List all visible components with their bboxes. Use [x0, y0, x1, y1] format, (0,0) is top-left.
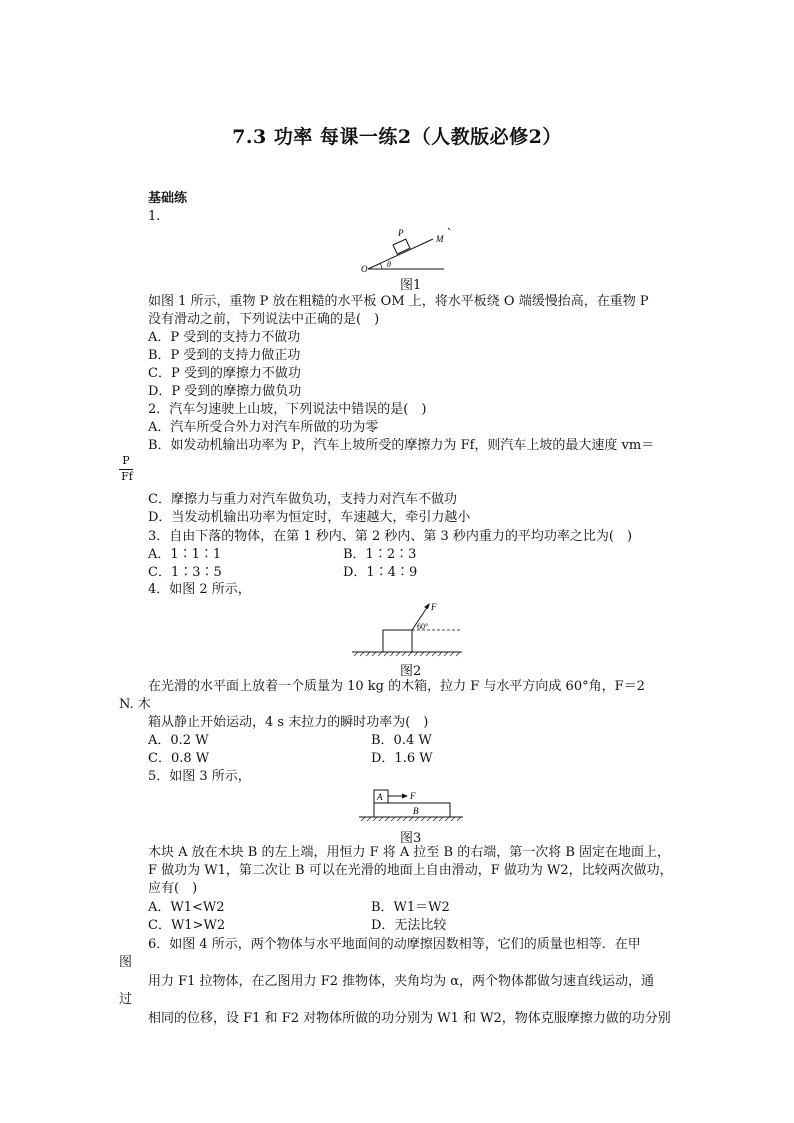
figure-1-caption: 图1	[400, 278, 422, 293]
q4-text-line-1: 在光滑的水平面上放着一个质量为 10 kg 的木箱，拉力 F 与水平方向成 60°角，F＝2	[148, 679, 645, 694]
fig1-angle-arc	[380, 263, 382, 269]
q2-stem: 2．汽车匀速驶上山坡，下列说法中错误的是( )	[148, 402, 427, 417]
figure-2-caption: 图2	[400, 664, 422, 679]
q5-text-line-2: F 做功为 W1，第二次让 B 可以在光滑的地面上自由滑动，F 做功为 W2，比较两次做功，	[148, 863, 673, 878]
q1-option-c: C．P 受到的摩擦力不做功	[148, 366, 301, 381]
q5-text-line-1: 木块 A 放在木块 B 的左上端，用恒力 F 将 A 拉至 B 的右端，第一次将 B 固定在地面上，	[148, 845, 671, 860]
fig3-force-arrowhead	[402, 794, 408, 799]
q6-text-line-3: 相同的位移，设 F1 和 F2 对物体所做的功分别为 W1 和 W2，物体克服摩擦力做的功分别	[148, 1011, 671, 1026]
q2-option-c: C．摩擦力与重力对汽车做负功，支持力对汽车不做功	[148, 492, 457, 507]
q4-text-line-2: 箱从静止开始运动，4 s 末拉力的瞬时功率为( )	[148, 715, 429, 730]
q2-fraction-denominator: Ff	[121, 470, 133, 483]
q4-option-d: D．1.6 W	[371, 751, 433, 766]
fig3-label-b: B	[413, 806, 419, 816]
fig3-block-b	[374, 803, 450, 817]
q4-option-a: A．0.2 W	[148, 733, 209, 748]
figure-2-box-pulled	[350, 598, 465, 660]
q5-stem: 5．如图 3 所示，	[148, 769, 251, 784]
fig1-label-m: M	[436, 234, 444, 244]
q1-stem-line-1: 如图 1 所示，重物 P 放在粗糙的水平板 OM 上，将水平板绕 O 端缓慢抬高，在重物 P	[148, 294, 649, 309]
fig1-label-p: P	[398, 228, 404, 238]
document-title: 7.3 功率 每课一练2（人教版必修2）	[232, 126, 562, 148]
figure-3-blocks	[357, 786, 465, 828]
q2-option-a: A．汽车所受合外力对汽车所做的功为零	[148, 420, 379, 435]
q3-stem: 3．自由下落的物体，在第 1 秒内、第 2 秒内、第 3 秒内重力的平均功率之比为( )	[148, 529, 633, 544]
q4-text-line-1-wrap: N. 木	[119, 697, 151, 712]
q4-option-b: B．0.4 W	[371, 733, 432, 748]
fig3-ground-hatching	[361, 817, 461, 821]
q6-text-line-2: 用力 F1 拉物体，在乙图用力 F2 推物体，夹角均为 α，两个物体都做匀速直线运动，通	[148, 974, 655, 989]
q1-option-a: A．P 受到的支持力不做功	[148, 330, 301, 345]
q1-option-b: B．P 受到的支持力做正功	[148, 348, 301, 363]
q3-option-d: D．1∶4∶9	[343, 565, 418, 580]
q1-option-d: D．P 受到的摩擦力做负功	[148, 384, 302, 399]
fig2-box	[383, 630, 412, 652]
q1-stem-line-2: 没有滑动之前，下列说法中正确的是( )	[148, 312, 380, 327]
q3-option-c: C．1∶3∶5	[148, 565, 222, 580]
fig2-force-arrowhead	[424, 603, 430, 609]
fig2-label-f: F	[431, 602, 437, 612]
q1-number: 1.	[148, 209, 161, 224]
q5-option-a: A．W1<W2	[148, 900, 225, 915]
q3-option-a: A．1∶1∶1	[148, 547, 222, 562]
section-heading: 基础练	[148, 191, 188, 206]
fig1-block	[393, 239, 410, 254]
fig1-label-o: O	[361, 264, 368, 274]
fig3-label-a: A	[377, 792, 383, 802]
q4-option-c: C．0.8 W	[148, 751, 210, 766]
figure-1-incline	[360, 222, 450, 274]
q2-option-d: D．当发动机输出功率为恒定时，车速越大，牵引力越小	[148, 510, 471, 525]
q6-text-line-1: 6．如图 4 所示，两个物体与水平地面间的动摩擦因数相等，它们的质量也相等．在甲	[148, 937, 641, 952]
q2-fraction-numerator: P	[122, 454, 130, 467]
q3-option-b: B．1∶2∶3	[343, 547, 417, 562]
q5-option-d: D．无法比较	[371, 918, 447, 933]
fig2-label-angle: 60°	[417, 622, 429, 631]
q2-option-b: B．如发动机输出功率为 P，汽车上坡所受的摩擦力为 Ff，则汽车上坡的最大速度 vm＝	[148, 438, 655, 453]
fig1-rotation-arc	[448, 228, 450, 244]
q5-text-line-3: 应有( )	[148, 881, 198, 896]
q5-option-b: B．W1＝W2	[371, 900, 450, 915]
q6-text-line-2-wrap: 过	[119, 992, 133, 1007]
q6-text-line-1-wrap: 图	[119, 955, 133, 970]
fig2-ground-hatching	[354, 652, 460, 656]
q5-option-c: C．W1>W2	[148, 918, 226, 933]
figure-3-caption: 图3	[400, 831, 422, 846]
fig3-label-f: F	[410, 791, 416, 801]
q4-stem: 4．如图 2 所示，	[148, 582, 251, 597]
fig1-label-theta: θ	[387, 260, 391, 269]
